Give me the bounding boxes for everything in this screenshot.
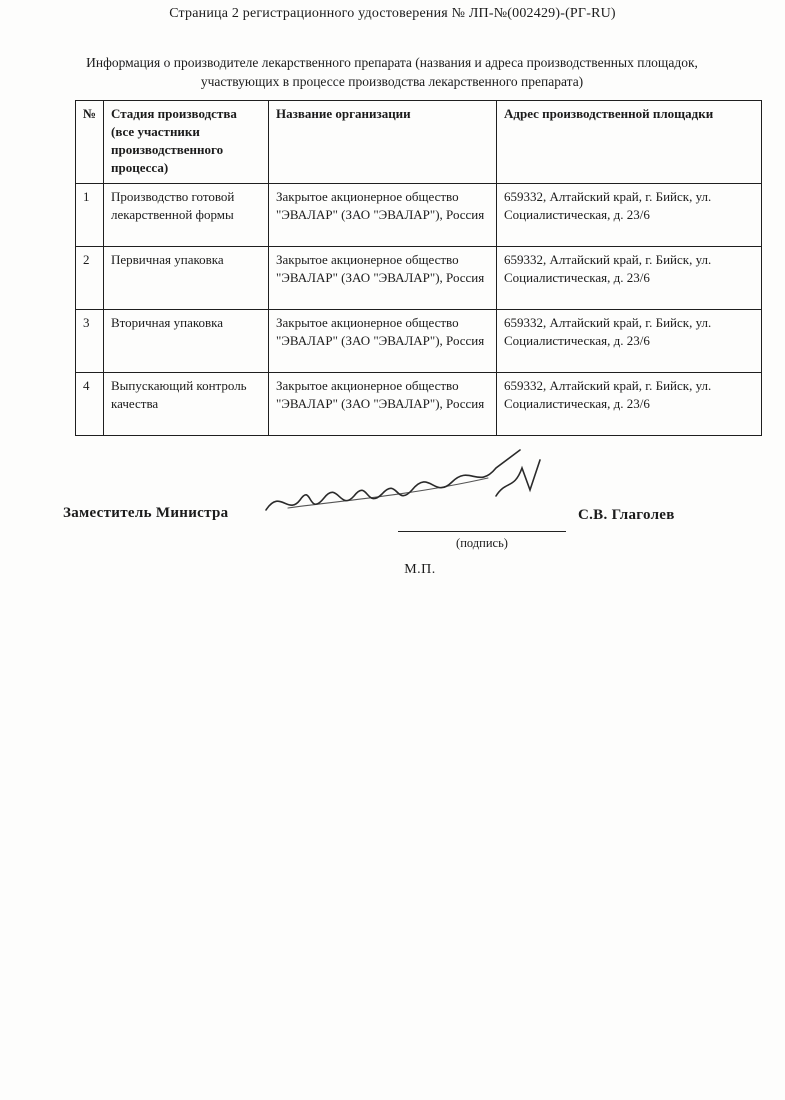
- table-cell-organization: Закрытое акционерное общество "ЭВАЛАР" (ЗАО "ЭВАЛАР"), Россия: [269, 372, 497, 435]
- header-cell-num: №: [76, 101, 104, 184]
- header-cell-address: Адрес производственной площадки: [497, 101, 762, 184]
- manufacturer-table: [75, 100, 762, 436]
- table-cell-organization: Закрытое акционерное общество "ЭВАЛАР" (ЗАО "ЭВАЛАР"), Россия: [269, 246, 497, 309]
- signature-caption: (подпись): [456, 536, 508, 550]
- table-cell-address: 659332, Алтайский край, г. Бийск, ул. Социалистическая, д. 23/6: [497, 246, 762, 309]
- table-cell-stage: Первичная упаковка: [104, 246, 269, 309]
- header-cell-stage: Стадия производства (все участники производственного процесса): [104, 101, 269, 184]
- table-cell-num: 4: [76, 372, 104, 435]
- table-row: [76, 246, 762, 309]
- header-cell-organization: Название организации: [269, 101, 497, 184]
- table-cell-organization: Закрытое акционерное общество "ЭВАЛАР" (ЗАО "ЭВАЛАР"), Россия: [269, 309, 497, 372]
- table-cell-stage: Производство готовой лекарственной формы: [104, 183, 269, 246]
- table-cell-num: 1: [76, 183, 104, 246]
- page-header-title: Страница 2 регистрационного удостоверения № ЛП-№(002429)-(РГ-RU): [169, 6, 616, 21]
- table-cell-address: 659332, Алтайский край, г. Бийск, ул. Социалистическая, д. 23/6: [497, 309, 762, 372]
- table-cell-organization: Закрытое акционерное общество "ЭВАЛАР" (ЗАО "ЭВАЛАР"), Россия: [269, 183, 497, 246]
- table-cell-address: 659332, Алтайский край, г. Бийск, ул. Социалистическая, д. 23/6: [497, 183, 762, 246]
- signer-title-label: Заместитель Министра: [63, 505, 229, 521]
- table-cell-num: 2: [76, 246, 104, 309]
- table-cell-stage: Выпускающий контроль качества: [104, 372, 269, 435]
- intro-paragraph: Информация о производителе лекарственного препарата (названия и адреса производственных площадок, участвующих в процессе производства лекарственного препарата): [86, 55, 698, 89]
- handwritten-signature: [258, 438, 548, 533]
- table-cell-num: 3: [76, 309, 104, 372]
- manufacturer-table-body: [76, 183, 762, 435]
- header-row: [76, 101, 762, 184]
- table-row: [76, 183, 762, 246]
- signature-line: [398, 531, 566, 532]
- table-row: [76, 372, 762, 435]
- table-row: [76, 309, 762, 372]
- table-cell-address: 659332, Алтайский край, г. Бийск, ул. Социалистическая, д. 23/6: [497, 372, 762, 435]
- manufacturer-table-head: [76, 101, 762, 184]
- seal-placeholder: М.П.: [404, 562, 436, 577]
- signer-name: С.В. Глаголев: [578, 507, 675, 523]
- table-cell-stage: Вторичная упаковка: [104, 309, 269, 372]
